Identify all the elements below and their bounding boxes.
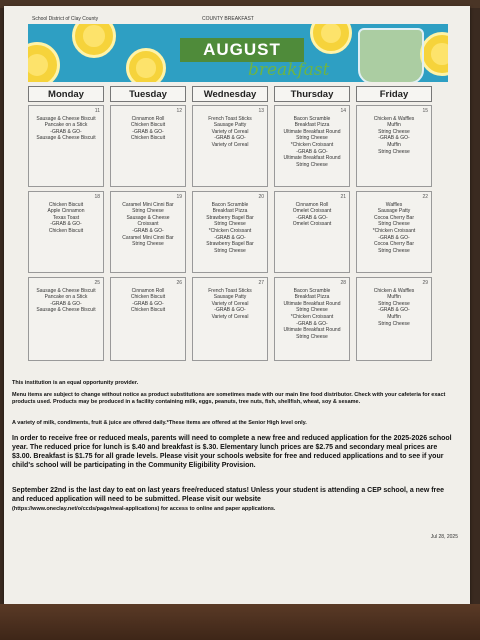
equal-opportunity-note: This institution is an equal opportunity provider. xyxy=(12,380,139,386)
day-number: 27 xyxy=(258,280,264,286)
menu-items: French Toast Sticks Sausage Patty Variety of Cereal -GRAB & GO- Variety of Cereal xyxy=(208,115,252,148)
day-number: 22 xyxy=(422,194,428,200)
day-number: 28 xyxy=(340,280,346,286)
day-number: 11 xyxy=(94,108,100,114)
month-title: AUGUST xyxy=(180,38,304,62)
day-number: 29 xyxy=(422,280,428,286)
menu-day-cell xyxy=(28,191,104,273)
lemon-slice-icon xyxy=(126,48,166,82)
lemon-slice-icon xyxy=(72,24,116,58)
print-date: Jul 28, 2025 xyxy=(430,534,458,540)
day-header-thursday: Thursday xyxy=(274,86,350,102)
menu-day-cell xyxy=(274,191,350,273)
menu-items: Sausage & Cheese Biscuit Pancake on a Stick -GRAB & GO- Sausage & Cheese Biscuit xyxy=(36,115,96,142)
lemonade-pitcher-icon xyxy=(358,28,424,82)
menu-items: Bacon Scramble Breakfast Pizza Ultimate Breakfast Round String Cheese *Chicken Croissant -GRAB & GO- Ultimate Breakfast Round String Cheese xyxy=(283,115,341,168)
menu-items: French Toast Sticks Sausage Patty Variety of Cereal -GRAB & GO- Variety of Cereal xyxy=(208,287,252,320)
day-header-wednesday: Wednesday xyxy=(192,86,268,102)
menu-day-cell xyxy=(110,277,186,361)
menu-day-cell xyxy=(192,105,268,187)
menu-items: Sausage & Cheese Biscuit Pancake on a Stick -GRAB & GO- Sausage & Cheese Biscuit xyxy=(36,287,96,314)
menu-items: Waffles Sausage Patty Cocoa Cherry Bar String Cheese *Chicken Croissant -GRAB & GO- Cocoa Cherry Bar String Cheese xyxy=(372,201,416,254)
day-number: 26 xyxy=(176,280,182,286)
substitution-note: Menu items are subject to change without notice as product substitutions are sometimes made with our main line food distributor. Check with your cafeteria for exact products used. Products may be produced in a facility containing milk, eggs, peanuts, tree nuts, fish, shellfish, wheat, soy & sesame. xyxy=(12,392,446,405)
day-number: 15 xyxy=(422,108,428,114)
menu-day-cell xyxy=(192,277,268,361)
menu-items: Bacon Scramble Breakfast Pizza Strawberry Bagel Bar String Cheese *Chicken Croissant -GRAB & GO- Strawberry Bagel Bar String Cheese xyxy=(206,201,254,254)
application-url: (https://www.oneclay.net/o/ccds/page/meal-applications) for access to online and paper applications. xyxy=(12,506,276,512)
day-number: 20 xyxy=(258,194,264,200)
desk-background xyxy=(0,604,480,640)
menu-page xyxy=(4,6,470,604)
menu-items: Bacon Scramble Breakfast Pizza Ultimate Breakfast Round String Cheese *Chicken Croissant -GRAB & GO- Ultimate Breakfast Round String Cheese xyxy=(283,287,341,340)
menu-day-cell xyxy=(274,105,350,187)
menu-items: Chicken & Waffles Muffin String Cheese -GRAB & GO- Muffin String Cheese xyxy=(373,115,415,155)
lemon-slice-icon xyxy=(28,42,60,82)
lemon-slice-icon xyxy=(420,32,448,76)
menu-day-cell xyxy=(356,191,432,273)
menu-day-cell xyxy=(274,277,350,361)
menu-day-cell xyxy=(356,277,432,361)
day-number: 19 xyxy=(176,194,182,200)
menu-day-cell xyxy=(110,191,186,273)
day-number: 18 xyxy=(94,194,100,200)
lemon-slice-icon xyxy=(310,24,352,54)
menu-day-cell xyxy=(28,277,104,361)
district-name: School District of Clay County xyxy=(32,16,99,22)
application-note: In order to receive free or reduced meals, parents will need to complete a new free and reduced application for the 2025-2026 school year. The reduced price for lunch is $.40 and breakfast is $.30. Elementary lunch prices are $2.75 and secondary meal prices are $3.00. Breakfast is $1.75 for all grade levels. Please visit your schools website for free and reduced applications and to see if your child's school will be participating in the Community Eligibility Provision. xyxy=(12,435,452,469)
menu-items: Caramel Mini Cinni Bar String Cheese Sausage & Cheese Croissant -GRAB & GO- Caramel Mini Cinni Bar String Cheese xyxy=(122,201,174,248)
menu-items: Chicken & Waffles Muffin String Cheese -GRAB & GO- Muffin String Cheese xyxy=(373,287,415,327)
breakfast-script: breakfast xyxy=(248,60,330,80)
day-number: 21 xyxy=(340,194,346,200)
day-header-tuesday: Tuesday xyxy=(110,86,186,102)
program-name: COUNTY BREAKFAST xyxy=(202,16,254,22)
menu-day-cell xyxy=(28,105,104,187)
day-header-monday: Monday xyxy=(28,86,104,102)
menu-items: Cinnamon Roll Omelet Croissant -GRAB & GO- Omelet Croissant xyxy=(292,201,332,228)
menu-items: Cinnamon Roll Chicken Biscuit -GRAB & GO- Chicken Biscuit xyxy=(130,115,166,142)
menu-day-cell xyxy=(192,191,268,273)
day-header-friday: Friday xyxy=(356,86,432,102)
day-number: 13 xyxy=(258,108,264,114)
day-number: 25 xyxy=(94,280,100,286)
day-number: 12 xyxy=(176,108,182,114)
deadline-note: September 22nd is the last day to eat on last years free/reduced status! Unless your student is attending a CEP school, a new free and reduced application will need to be submitted. Please visit our website xyxy=(12,487,445,503)
menu-items: Chicken Biscuit Apple Cinnamon Texas Toast -GRAB & GO- Chicken Biscuit xyxy=(47,201,85,234)
banner xyxy=(28,24,448,82)
menu-day-cell xyxy=(110,105,186,187)
variety-note: A variety of milk, condiments, fruit & juice are offered daily.*These items are offered at the Senior High level only. xyxy=(12,420,307,426)
day-number: 14 xyxy=(340,108,346,114)
menu-items: Cinnamon Roll Chicken Biscuit -GRAB & GO- Chicken Biscuit xyxy=(130,287,166,314)
menu-day-cell xyxy=(356,105,432,187)
